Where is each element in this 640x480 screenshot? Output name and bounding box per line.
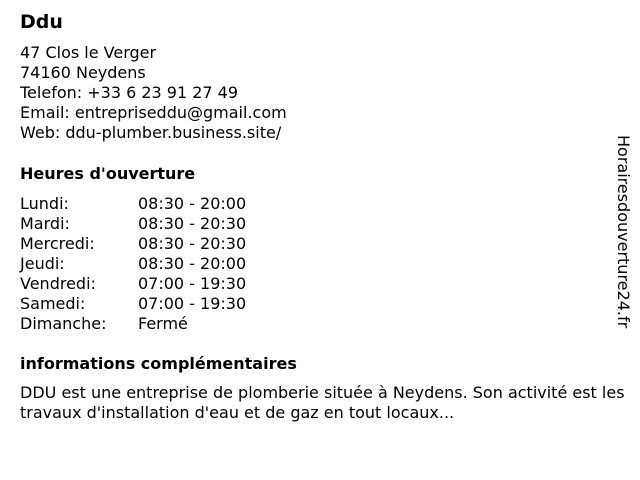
day-label: Vendredi: <box>20 274 96 293</box>
day-label: Lundi: <box>20 194 69 213</box>
city-postcode: 74160 Neydens <box>20 63 146 82</box>
business-description: DDU est une entreprise de plomberie située à Neydens. Son activité est les travaux d'installation d'eau et de gaz en tout locaux... <box>20 383 625 422</box>
day-hours: 07:00 - 19:30 <box>138 274 247 293</box>
hours-row-monday <box>20 194 280 214</box>
day-hours: Fermé <box>138 314 188 333</box>
day-hours: 08:30 - 20:00 <box>138 194 247 213</box>
phone-number[interactable]: Telefon: +33 6 23 91 27 49 <box>20 83 239 102</box>
day-hours: 07:00 - 19:30 <box>138 294 247 313</box>
day-label: Samedi: <box>20 294 86 313</box>
day-label: Jeudi: <box>20 254 65 273</box>
contact-block <box>20 43 287 143</box>
business-name: Ddu <box>20 11 63 33</box>
hours-row-thursday <box>20 254 280 274</box>
website-link[interactable]: Web: ddu-plumber.business.site/ <box>20 123 282 142</box>
day-label: Mardi: <box>20 214 70 233</box>
additional-info-heading: informations complémentaires <box>20 354 297 373</box>
day-hours: 08:30 - 20:30 <box>138 234 247 253</box>
day-hours: 08:30 - 20:30 <box>138 214 247 233</box>
opening-hours-heading: Heures d'ouverture <box>20 164 196 183</box>
hours-row-sunday <box>20 314 280 334</box>
hours-row-tuesday <box>20 214 280 234</box>
day-hours: 08:30 - 20:00 <box>138 254 247 273</box>
day-label: Dimanche: <box>20 314 107 333</box>
hours-row-saturday <box>20 294 280 314</box>
day-label: Mercredi: <box>20 234 95 253</box>
hours-row-friday <box>20 274 280 294</box>
street-address: 47 Clos le Verger <box>20 43 157 62</box>
email-address[interactable]: Email: entrepriseddu@gmail.com <box>20 103 287 122</box>
opening-hours-table <box>20 194 280 334</box>
site-watermark: Horairesdouverture24.fr <box>614 135 633 329</box>
hours-row-wednesday <box>20 234 280 254</box>
